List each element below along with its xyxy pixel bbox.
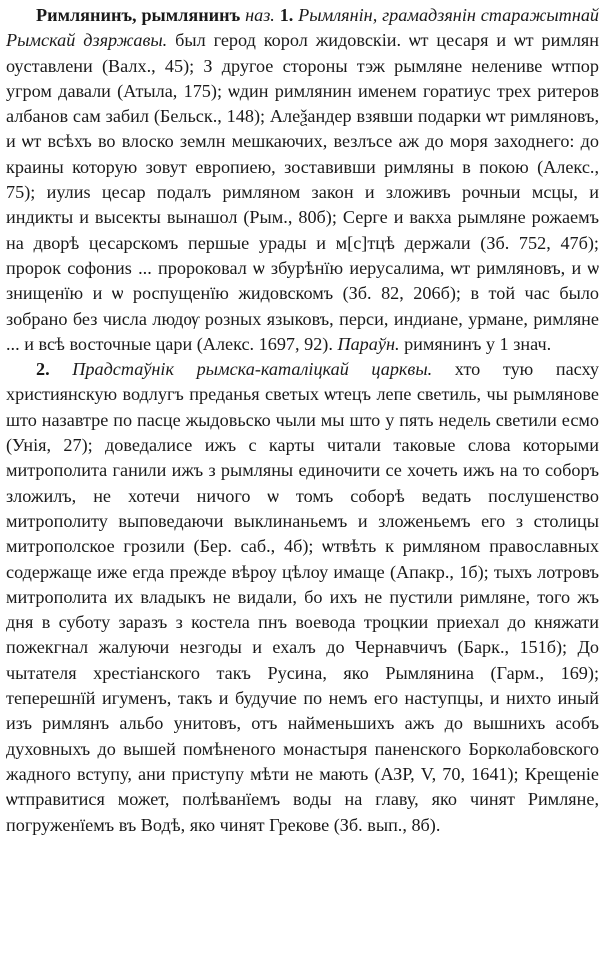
sense-2-citations: хто тую пасху християнскую водлугъ преданья светых ѡтецъ лепе светиль, чы рымляновe што назавтре по пасце жыдовьско чыли мы што у пять недель светили есмо (Унія, 27); доведалисе ижъ с карты читали таковые слова которыми митрополита ганили ижъ з рымляны единочити се хочеть ижъ на то соборъ зложилъ, не хотечи ничого ѡ томъ соборѣ ведать послушенство митрополиту выповедаючи выклинаньемъ и зложеньемъ его з столицы митрополское грозили (Бер. саб., 4б); ѡтвѣть к римляном православных содержаще иже егда прежде вѣроу цѣлоу имаще (Апакр., 1б); тыхъ лотровъ митрополита их владыкъ не видали, бо ихъ не пустили римляне, того жъ дня в суботу заразъ з костела пнъ воевода троцкии приехал до княжати пожекгнал жалуючи незгоды и ехалъ до Чернавчичъ (Барк., 151б); До чытателя хрестіанского такъ Русина, яко Рымлянина (Гарм., 169); теперешнїй игуменъ, такъ и будучие по немъ его наступцы, и нихто иный изъ римлянъ альбо унитовъ, отъ найменьшихъ ажъ до вышнихъ асобъ духовныхъ до вышей помѣненого монастыря паненского Борколабовского жадного вступу, ани приступу мѣти не мають (АЗР, V, 70, 1641); Крещеніе ѡтправитися может, полѣванїемъ воды на главу, яко чинят Римляне, погруженїемъ въ Водѣ, яко чинят Грекове (Зб. вып., 8б). bbox=[6, 359, 600, 835]
sense-2-gloss: Прадстаўнік рымска-каталіцкай царквы. bbox=[72, 359, 433, 380]
sense-1-citations: был герод корол жидовскіи. ѡт цесаря и ѡт римлян оуставлени (Валх., 45); З другое стороны тэж рымляне нелениве ѡтпор угром давали (Атыла, 175); ѡдин римлянин именем горатиус трех ритеров албанов сам забил (Бельск., 148); Алеѯандер взявши подарки ѡт римляновъ, и ѡт всѣхъ во влоско землн мешкаючих, везлъсе аж до моря заходнего: до краины которую зовут европиею, зоставивши римляны в покою (Алекс., 75); иулиs цесар подалъ римляном закон и зложивъ рочныи мсцы, и индикты и высекты вынашол (Рым., 80б); Серге и вакха рымляне рожаемъ на дворѣ цесарскомъ першые урады и м[с]тцѣ держали (Зб. 752, 47б); пророк софониs ... пророковал ѡ збурѣнїю иерусалима, ѡт римляновъ, и ѡ знищенїю и ѡ роспущенїю жидовскомъ (Зб. 82, 206б); в той час было зобрано без числа людѹ розных языковъ, перси, индиане, урмане, римляне ... и всѣ восточные цари (Алекс. 1697, 92). bbox=[6, 30, 599, 354]
cross-reference-text: римянинъ у 1 знач. bbox=[399, 333, 552, 354]
headword: Римлянинъ, рымлянинъ bbox=[36, 5, 241, 25]
sense-2-paragraph bbox=[6, 357, 599, 838]
cross-reference-label: Параўн. bbox=[337, 333, 400, 354]
sense-1-gloss: Рымлянін, грамадзянін старажытнай Рымскай дзяржавы. bbox=[6, 5, 600, 51]
sense-1-paragraph bbox=[6, 3, 599, 357]
sense-1-number: 1. bbox=[279, 5, 294, 25]
sense-2-number: 2. bbox=[36, 359, 50, 380]
part-of-speech: наз. bbox=[245, 5, 275, 25]
